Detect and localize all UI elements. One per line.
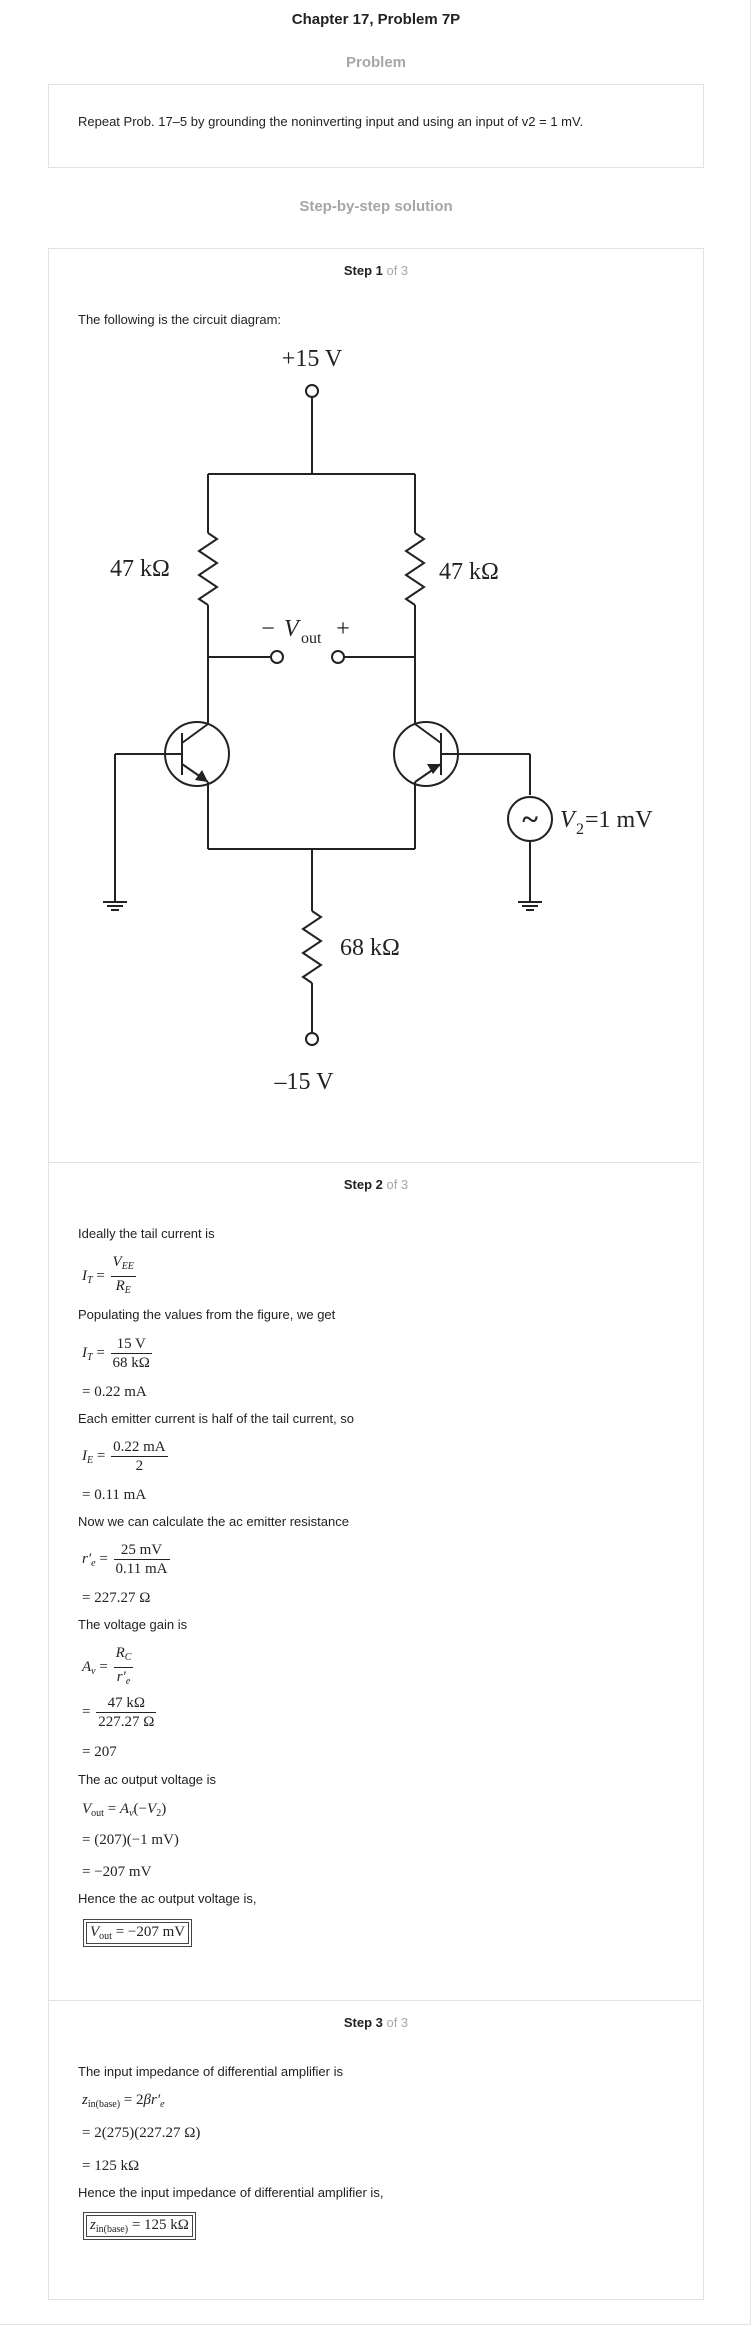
vee-terminal (306, 1033, 318, 1045)
result-voltage-gain: = 207 (82, 1744, 117, 1760)
step2-text-6: The ac output voltage is (78, 1772, 217, 1787)
eq-output-voltage: $V_{out} = A_v(-V_2)$ (82, 1801, 167, 1819)
eq-emitter-current: $I_E$ = $\frac{0.22 mA}{2}$ (82, 1439, 166, 1474)
rc-left-label: 47 kΩ (110, 556, 170, 582)
step2-text-4: Now we can calculate the ac emitter resistance (78, 1514, 349, 1529)
source-label-sub: 2 (576, 821, 584, 838)
eq-input-impedance-result: = 125 kΩ (82, 2158, 140, 2174)
eq-input-impedance: $z_{in(base)} = 2\beta r'_e$ (82, 2092, 165, 2110)
vout-label-sub: out (301, 630, 322, 647)
eq-voltage-gain-values: = $\frac{47 k\Omega}{227.27 \Omega}$ (82, 1695, 155, 1730)
step-2-count: of 3 (382, 1177, 409, 1192)
step-separator (49, 2000, 701, 2001)
source-label-value: =1 mV (585, 807, 653, 833)
vcc-terminal (306, 385, 318, 397)
vout-label-v: V (284, 616, 299, 642)
step2-text-7: Hence the ac output voltage is, (78, 1891, 257, 1906)
step3-text-1: The input impedance of differential amplifier is (78, 2064, 343, 2079)
circuit-diagram (78, 336, 678, 1096)
step-3-label: Step 3 (343, 2015, 383, 2030)
solution-heading: Step-by-step solution (299, 198, 453, 215)
final-input-impedance: $z_{in(base)} = 125$ kΩ (86, 2215, 193, 2237)
problem-text: Repeat Prob. 17–5 by grounding the noninverting input and using an input of v2 = 1 mV. (78, 114, 584, 129)
re-resistor (303, 911, 321, 983)
final-output-voltage: $V_{out} = -207$ mV (86, 1922, 189, 1944)
problem-heading: Problem (345, 54, 406, 71)
rc-left-resistor (199, 533, 217, 605)
eq-voltage-gain: $A_v$ = $\frac{R_C}{r'_e}$ (82, 1645, 132, 1687)
step-1-header[interactable] (0, 263, 752, 278)
step-separator (49, 1162, 701, 1163)
re-label: 68 kΩ (340, 935, 400, 961)
vout-plus-sign: + (336, 616, 350, 642)
source-label-v: V (560, 807, 575, 833)
step-1-count: of 3 (382, 263, 409, 278)
step-1-label: Step 1 (343, 263, 383, 278)
step2-text-2: Populating the values from the figure, we get (78, 1307, 336, 1322)
step-2-header[interactable] (0, 1177, 752, 1192)
step2-text-3: Each emitter current is half of the tail current, so (78, 1411, 355, 1426)
vee-label: –15 V (274, 1069, 334, 1095)
vout-minus-terminal (271, 651, 283, 663)
step-3-header[interactable] (0, 2015, 752, 2030)
rc-right-resistor (406, 533, 424, 605)
step-2-label: Step 2 (343, 1177, 383, 1192)
result-emitter-resistance: = 227.27 Ω (82, 1590, 151, 1606)
eq-input-impedance-values: = 2(275)(227.27 Ω) (82, 2125, 201, 2141)
result-emitter-current: = 0.11 mA (82, 1487, 147, 1503)
step3-text-2: Hence the input impedance of differential amplifier is, (78, 2185, 384, 2200)
vout-plus-terminal (332, 651, 344, 663)
eq-tail-current: $I_T$ = $\frac{V_{EE}}{R_E}$ (82, 1254, 134, 1296)
vcc-label: +15 V (281, 346, 343, 372)
result-tail-current: = 0.22 mA (82, 1384, 147, 1400)
rc-right-label: 47 kΩ (439, 559, 499, 585)
page-title: Chapter 17, Problem 7P (291, 11, 461, 28)
emitter-arrow-left (195, 770, 208, 782)
eq-emitter-resistance: $r'_e$ = $\frac{25 mV}{0.11 mA}$ (82, 1542, 168, 1577)
source-symbol: ~ (522, 803, 538, 836)
eq-output-voltage-result: = −207 mV (82, 1864, 152, 1880)
eq-tail-values: $I_T$ = $\frac{15 V}{68 k\Omega}$ (82, 1336, 150, 1371)
step2-text-1: Ideally the tail current is (78, 1226, 215, 1241)
step1-intro: The following is the circuit diagram: (78, 312, 282, 327)
vout-minus-sign: − (261, 616, 275, 642)
step-3-count: of 3 (382, 2015, 409, 2030)
step2-text-5: The voltage gain is (78, 1617, 188, 1632)
eq-output-voltage-values: = (207)(−1 mV) (82, 1832, 179, 1848)
